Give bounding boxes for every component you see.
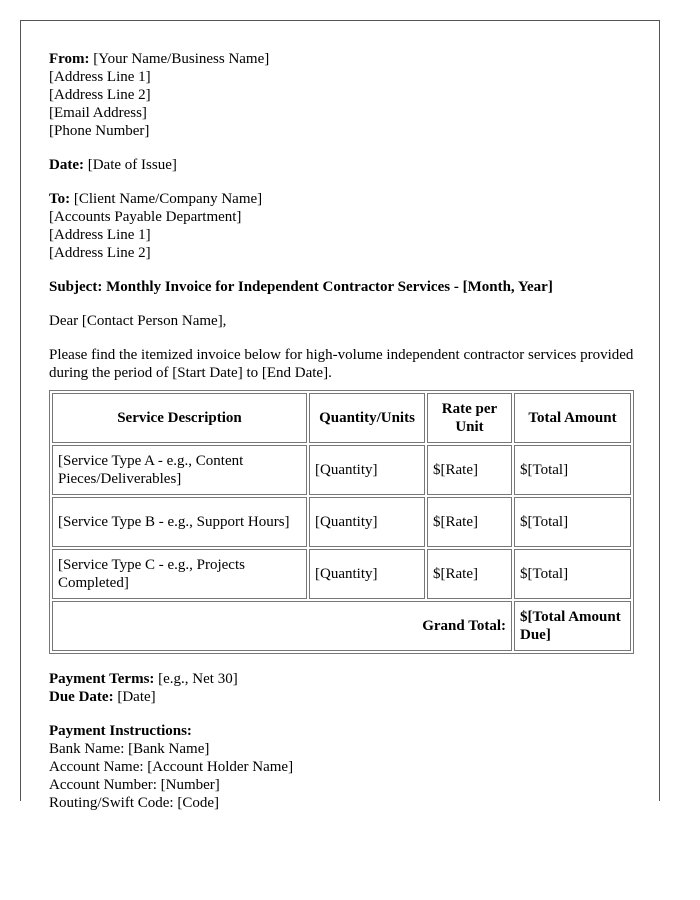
- cell-rate: $[Rate]: [427, 497, 512, 547]
- to-label: To:: [49, 191, 71, 207]
- to-department: [Accounts Payable Department]: [49, 209, 242, 225]
- to-name: [Client Name/Company Name]: [73, 191, 263, 207]
- payment-terms-value: [e.g., Net 30]: [158, 671, 238, 687]
- payment-terms-block: [49, 670, 639, 706]
- table-row: [52, 497, 631, 547]
- from-name: [Your Name/Business Name]: [93, 51, 270, 67]
- date-value: [Date of Issue]: [87, 157, 177, 173]
- cell-total: $[Total]: [514, 497, 631, 547]
- subject-block: [49, 278, 639, 296]
- table-row: [52, 445, 631, 495]
- bank-name: Bank Name: [Bank Name]: [49, 741, 210, 757]
- cell-rate: $[Rate]: [427, 445, 512, 495]
- cell-quantity: [Quantity]: [309, 445, 425, 495]
- routing-code: Routing/Swift Code: [Code]: [49, 795, 219, 811]
- payment-terms-label: Payment Terms:: [49, 671, 155, 687]
- account-number: Account Number: [Number]: [49, 777, 220, 793]
- cell-quantity: [Quantity]: [309, 549, 425, 599]
- table-row: [52, 549, 631, 599]
- subject-line: Subject: Monthly Invoice for Independent Contractor Services - [Month, Year]: [49, 279, 553, 295]
- cell-description: [Service Type A - e.g., Content Pieces/Deliverables]: [52, 445, 307, 495]
- from-label: From:: [49, 51, 90, 67]
- grand-total-value: $[Total Amount Due]: [514, 601, 631, 651]
- date-label: Date:: [49, 157, 84, 173]
- from-email: [Email Address]: [49, 105, 147, 121]
- payment-instructions-block: [49, 722, 639, 812]
- invoice-page: [20, 20, 660, 811]
- greeting: Dear [Contact Person Name],: [49, 313, 227, 329]
- payment-instructions-heading: Payment Instructions:: [49, 723, 192, 739]
- grand-total-label: Grand Total:: [52, 601, 512, 651]
- intro-paragraph: Please find the itemized invoice below for high-volume independent contractor services provided during the period of [Start Date] to [End Date].: [49, 347, 634, 381]
- from-address-1: [Address Line 1]: [49, 69, 151, 85]
- account-name: Account Name: [Account Holder Name]: [49, 759, 294, 775]
- cell-rate: $[Rate]: [427, 549, 512, 599]
- to-address-1: [Address Line 1]: [49, 227, 151, 243]
- invoice-table: [49, 390, 634, 654]
- header-total: Total Amount: [514, 393, 631, 443]
- table-header-row: [52, 393, 631, 443]
- cell-description: [Service Type B - e.g., Support Hours]: [52, 497, 307, 547]
- date-block: [49, 156, 639, 174]
- grand-total-row: [52, 601, 631, 651]
- invoice-content: [49, 50, 639, 828]
- header-rate: Rate per Unit: [427, 393, 512, 443]
- due-date-label: Due Date:: [49, 689, 114, 705]
- from-address-2: [Address Line 2]: [49, 87, 151, 103]
- to-block: [49, 190, 639, 262]
- from-phone: [Phone Number]: [49, 123, 150, 139]
- from-block: [49, 50, 639, 140]
- header-service-description: Service Description: [52, 393, 307, 443]
- header-quantity: Quantity/Units: [309, 393, 425, 443]
- cell-description: [Service Type C - e.g., Projects Completed]: [52, 549, 307, 599]
- due-date-value: [Date]: [117, 689, 156, 705]
- cell-quantity: [Quantity]: [309, 497, 425, 547]
- to-address-2: [Address Line 2]: [49, 245, 151, 261]
- cell-total: $[Total]: [514, 445, 631, 495]
- cell-total: $[Total]: [514, 549, 631, 599]
